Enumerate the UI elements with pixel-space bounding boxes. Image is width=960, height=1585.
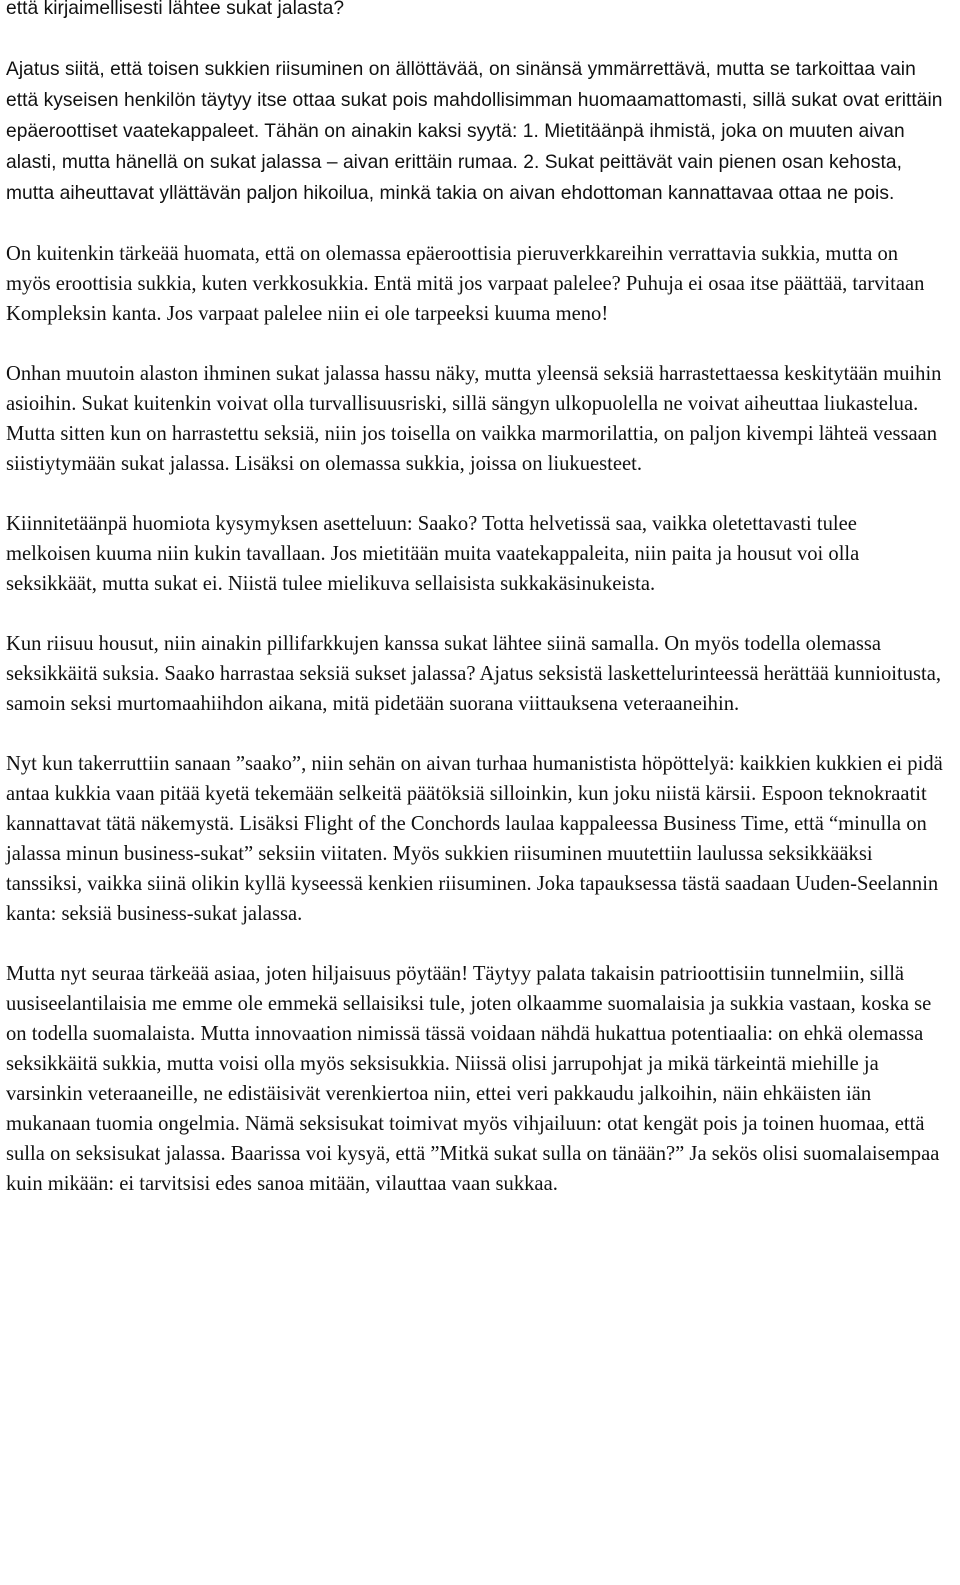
paragraph-text: Nyt kun takerruttiin sanaan ”saako”, niin sehän on aivan turhaa humanistista höpöttelyä: kaikkien kukkien ei pidä antaa kukkia vaan pitää kyetä tekemään selkeitä päätöksiä silloinkin, kun joku niistä kärsii. Espoon teknokraatit kannattavat tätä näkemystä. Lisäksi Flight of the Conchords laulaa kappaleessa Business Time, että “minulla on jalassa minun business-sukat” seksiin viitaten. Myös sukkien riisuminen muutettiin laulussa seksikkääksi tanssiksi, vaikka siinä olikin kyllä kyseessä kenkien riisuminen. Joka tapauksessa tästä saadaan Uuden-Seelannin kanta: seksiä business-sukat jalassa.: [6, 753, 943, 925]
paragraph-8: [6, 959, 946, 1199]
paragraph-5: [6, 509, 946, 599]
paragraph-1: [6, 0, 946, 24]
paragraph-3: [6, 239, 946, 329]
paragraph-text: Onhan muutoin alaston ihminen sukat jalassa hassu näky, mutta yleensä seksiä harrastettaessa keskitytään muihin asioihin. Sukat kuitenkin voivat olla turvallisuusriski, sillä sängyn ulkopuolella ne voivat aiheuttaa liukastelua. Mutta sitten kun on harrastettu seksiä, niin jos toisella on vaikka marmorilattia, on paljon kivempi lähteä vessaan siistiytymään sukat jalassa. Lisäksi on olemassa sukkia, joissa on liukuesteet.: [6, 363, 942, 475]
paragraph-6: [6, 629, 946, 719]
paragraph-text: Kiinnitetäänpä huomiota kysymyksen asetteluun: Saako? Totta helvetissä saa, vaikka oletettavasti tulee melkoisen kuuma niin kukin tavallaan. Jos mietitään muita vaatekappaleita, niin paita ja housut voi olla seksikkäät, mutta sukat ei. Niistä tulee mielikuva sellaisista sukkakäsinukeista.: [6, 513, 860, 595]
document-body: [6, 0, 946, 1199]
paragraph-text: Mutta nyt seuraa tärkeää asiaa, joten hiljaisuus pöytään! Täytyy palata takaisin patrioottisiin tunnelmiin, sillä uusiseelantilaisia me emme ole emmekä sellaisiksi tule, joten olkaamme suomalaisia ja sukkia vastaan, koska se on todella suomalaista. Mutta innovaation nimissä tässä voidaan nähdä hukattua potentiaalia: on ehkä olemassa seksikkäitä sukkia, mutta voisi olla myös seksisukkia. Niissä olisi jarrupohjat ja mikä tärkeintä miehille ja varsinkin veteraaneille, ne edistäisivät verenkiertoa niin, ettei veri pakkaudu jalkoihin, näin ehkäisten iän mukanaan tuomia ongelmia. Nämä seksisukat toimivat myös vihjailuun: otat kengät pois ja toinen huomaa, että sulla on seksisukat jalassa. Baarissa voi kysyä, että ”Mitkä sukat sulla on tänään?” Ja sekös olisi suomalaisempaa kuin mikään: ei tarvitsisi edes sanoa mitään, vilauttaa vaan sukkaa.: [6, 963, 940, 1195]
paragraph-text: Kun riisuu housut, niin ainakin pillifarkkujen kanssa sukat lähtee siinä samalla. On myös todella olemassa seksikkäitä suksia. Saako harrastaa seksiä sukset jalassa? Ajatus seksistä laskettelurinteessä herättää kunnioitusta, samoin seksi murtomaahiihdon aikana, mitä pidetään suorana viittauksena veteraaneihin.: [6, 633, 942, 715]
paragraph-2: [6, 54, 946, 209]
paragraph-4: [6, 359, 946, 479]
paragraph-7: [6, 749, 946, 929]
paragraph-text: Ajatus siitä, että toisen sukkien riisuminen on ällöttävää, on sinänsä ymmärrettävä, mutta se tarkoittaa vain että kyseisen henkilön täytyy itse ottaa sukat pois mahdollisimman huomaamattomasti, sillä sukat ovat erittäin epäeroottiset vaatekappaleet. Tähän on ainakin kaksi syytä: 1. Mietitäänpä ihmistä, joka on muuten aivan alasti, mutta hänellä on sukat jalassa – aivan erittäin rumaa. 2. Sukat peittävät vain pienen osan kehosta, mutta aiheuttavat yllättävän paljon hikoilua, minkä takia on aivan ehdottoman kannattavaa ottaa ne pois.: [6, 59, 943, 204]
paragraph-text: On kuitenkin tärkeää huomata, että on olemassa epäeroottisia pieruverkkareihin verrattavia sukkia, mutta on myös eroottisia sukkia, kuten verkkosukkia. Entä mitä jos varpaat palelee? Puhuja ei osaa itse päättää, tarvitaan Kompleksin kanta. Jos varpaat palelee niin ei ole tarpeeksi kuuma meno!: [6, 243, 925, 325]
paragraph-text: että kirjaimellisesti lähtee sukat jalasta?: [6, 0, 345, 19]
